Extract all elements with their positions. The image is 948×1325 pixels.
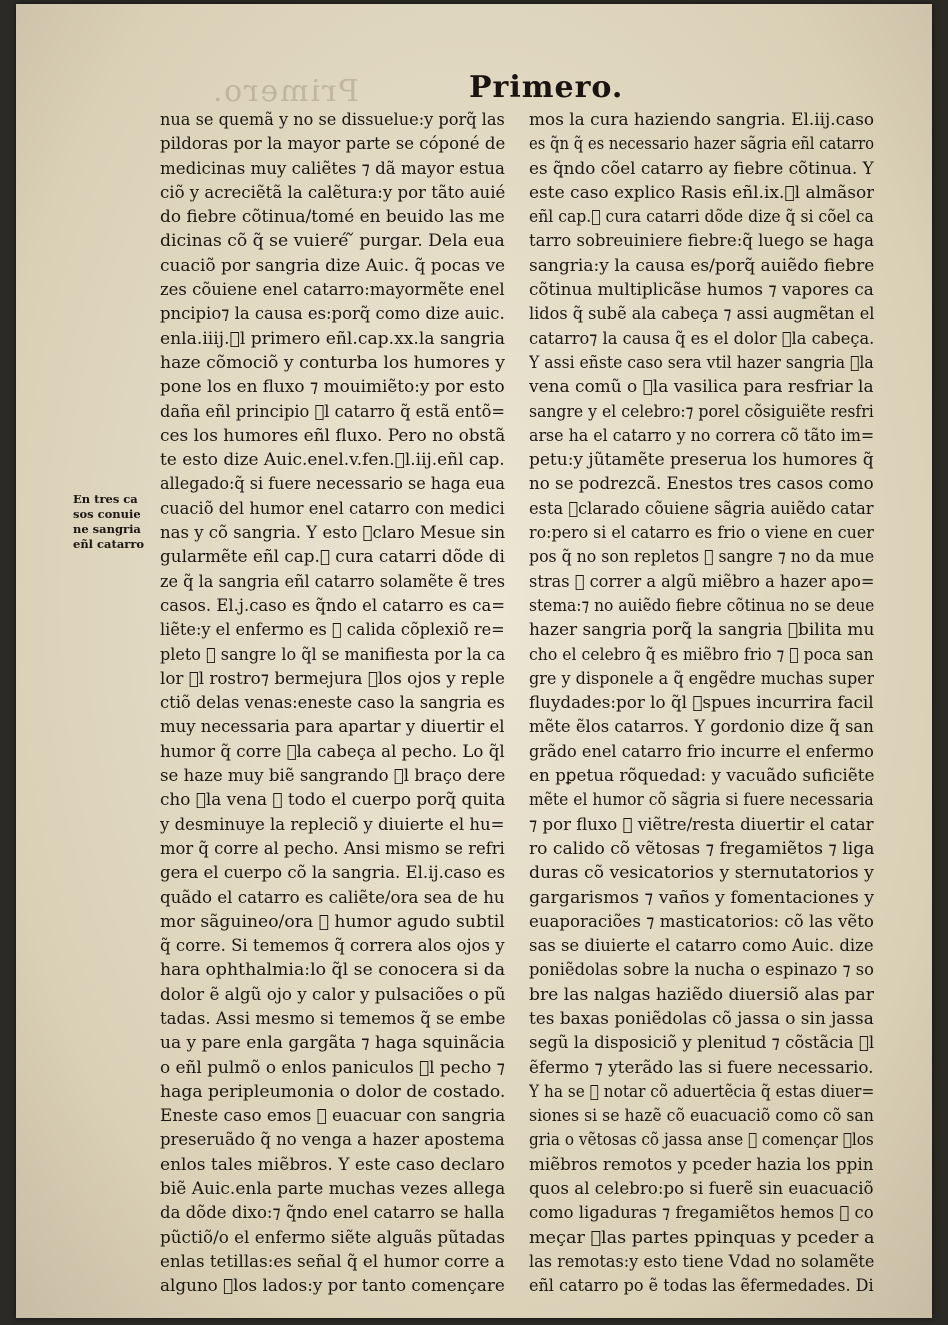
text-line: te esto dize Auic.enel.v.fen.ᷝl.iij.eñl cap. — [160, 450, 505, 471]
text-line: ze q̃ la sangria eñl catarro solamẽte ẽ tres — [160, 571, 505, 592]
text-line: no se podrezcã. Enestos tres casos como — [529, 474, 874, 495]
text-line: meçar ᷝlas partes ppinquas y pceder a — [529, 1227, 874, 1248]
text-line: cuaciõ por sangria dize Auic. q̃ pocas ve — [160, 255, 505, 276]
text-line: haze cõmociõ y conturba los humores y — [160, 352, 505, 373]
text-line: sangria:y la causa es/porq̃ auiẽdo fiebre — [529, 255, 874, 276]
text-line: bre las nalgas haziẽdo diuersiõ alas par — [529, 984, 874, 1005]
text-line: pildoras por la mayor parte se cóponé de — [160, 134, 505, 155]
text-line: casos. El.j.caso es q̃ndo el catarro es ca= — [160, 595, 505, 616]
book-page — [16, 4, 932, 1318]
text-line: hazer sangria porq̃ la sangria ᷝbilita mu — [529, 620, 874, 641]
text-line: como ligaduras ⁊ fregamiẽtos hemos ᷝ co — [529, 1203, 874, 1224]
text-line: duras cõ vesicatorios y sternutatorios y — [529, 863, 874, 884]
text-line: dicinas cõ q̃ se vuieré ᷉ purgar. Dela eua — [160, 231, 505, 252]
text-line: tarro sobreuiniere fiebre:q̃ luego se haga — [529, 231, 874, 252]
text-line: muy necessaria para apartar y diuertir el — [160, 717, 505, 738]
text-line: da dõde dixo:⁊ q̃ndo enel catarro se halla — [160, 1203, 505, 1224]
text-line: o eñl pulmõ o enlos paniculos ᷝl pecho ⁊ — [160, 1057, 505, 1078]
running-header: Primero. — [469, 70, 624, 105]
text-line: y desminuye la repleciõ y diuierte el hu= — [160, 814, 505, 835]
text-line: se haze muy biẽ sangrando ᷝl braço dere — [160, 766, 505, 787]
text-line: eñl cap.ᷝ cura catarri dõde dize q̃ si cõel ca — [529, 207, 874, 228]
text-line: fluydades:por lo q̃l ᷝspues incurrira facil — [529, 693, 874, 714]
text-line: las remotas:y esto tiene Vdad no solamẽte — [529, 1251, 874, 1272]
text-line: biẽ Auic.enla parte muchas vezes allega — [160, 1179, 505, 1200]
text-line: esta ᷝclarado cõuiene sãgria auiẽdo catar — [529, 498, 874, 519]
text-line: sangre y el celebro:⁊ porel cõsiguiẽte resfri — [529, 401, 874, 422]
text-line: mor q̃ corre al pecho. Ansi mismo se refri — [160, 838, 505, 859]
text-line: mos la cura haziendo sangria. El.iij.caso — [529, 110, 874, 130]
text-line: gera el cuerpo cõ la sangria. El.ij.caso es — [160, 863, 505, 884]
text-line: liẽte:y el enfermo es ᷝ calida cõplexiõ re= — [160, 620, 505, 641]
margin-note-line: eñl catarro — [73, 537, 145, 551]
text-line: nua se quemã y no se dissuelue:y porq̃ las — [160, 110, 505, 130]
text-line: gria o vẽtosas cõ jassa anse ᷝ començar ᷝlos — [529, 1130, 874, 1151]
text-column-left — [160, 108, 505, 1299]
text-line: do fiebre cõtinua/tomé en beuido las me — [160, 207, 505, 228]
text-line: ẽfermo ⁊ yterãdo las si fuere necessario. — [529, 1057, 874, 1078]
text-line: petu:y jũtamẽte preserua los humores q̃ — [529, 450, 874, 471]
text-line: ces los humores eñl fluxo. Pero no obstã — [160, 425, 505, 446]
text-line: alguno ᷝlos lados:y por tanto començare — [160, 1276, 505, 1297]
text-line: quãdo el catarro es caliẽte/ora sea de hu — [160, 887, 505, 908]
text-line: gularmẽte eñl cap.ᷝ cura catarri dõde di — [160, 547, 505, 568]
text-line: daña eñl principio ᷝl catarro q̃ estã entõ= — [160, 401, 505, 422]
text-line: segũ la disposiciõ y plenitud ⁊ cõstãcia ᷝl — [529, 1033, 874, 1054]
text-line: dolor ẽ algũ ojo y calor y pulsaciões o pũ — [160, 984, 505, 1005]
text-line: vena comũ o ᷝla vasilica para resfriar la — [529, 377, 874, 398]
text-line: Eneste caso emos ᷝ euacuar con sangria — [160, 1106, 505, 1127]
text-line: es q̃ndo cõel catarro ay fiebre cõtinua. Y — [529, 158, 874, 179]
text-line: miẽbros remotos y pceder hazia los ppin — [529, 1154, 874, 1175]
margin-note-line: sos conuie — [73, 507, 141, 521]
text-column-right — [529, 108, 874, 1299]
text-line: enlas tetillas:es señal q̃ el humor corre a — [160, 1251, 505, 1272]
margin-note-line: En tres ca — [73, 492, 138, 506]
text-line: cuaciõ del humor enel catarro con medici — [160, 498, 505, 519]
text-line: eñl catarro po ẽ todas las ẽfermedades. Di — [529, 1276, 874, 1297]
text-line: gre y disponele a q̃ engẽdre muchas super — [529, 668, 874, 689]
text-line: arse ha el catarro y no correra cõ tãto im= — [529, 425, 874, 446]
text-line: mor sãguineo/ora ᷝ humor agudo subtil — [160, 911, 505, 932]
text-line: este caso explico Rasis eñl.ix.ᷝl almãsor — [529, 182, 874, 203]
text-line: pleto ᷝ sangre lo q̃l se manifiesta por la ca — [160, 644, 505, 665]
text-line: pone los en fluxo ⁊ mouimiẽto:y por esto — [160, 377, 505, 398]
bleed-through-header: Primero. — [211, 74, 359, 109]
text-line: mẽte ẽlos catarros. Y gordonio dize q̃ san — [529, 717, 874, 738]
text-line: ⁊ por fluxo ᷝ viẽtre/resta diuertir el catar — [529, 814, 874, 835]
text-line: enlos tales miẽbros. Y este caso declaro — [160, 1154, 505, 1175]
text-line: ro calido cõ vẽtosas ⁊ fregamiẽtos ⁊ liga — [529, 838, 874, 859]
text-line: tadas. Assi mesmo si tememos q̃ se embe — [160, 1008, 505, 1029]
text-line: nas y cõ sangria. Y esto ᷝclaro Mesue sin — [160, 523, 505, 544]
text-line: pncipio⁊ la causa es:porq̃ como dize auic. — [160, 304, 505, 325]
text-line: cho ᷝla vena ᷝ todo el cuerpo porq̃ quita — [160, 790, 505, 811]
text-line: lidos q̃ subẽ ala cabeça ⁊ assi augmẽtan el — [529, 304, 874, 325]
text-line: tes baxas poniẽdolas cõ jassa o sin jassa — [529, 1008, 874, 1029]
text-line: mẽte el humor cõ sãgria si fuere necessaria — [529, 790, 874, 811]
text-line: zes cõuiene enel catarro:mayormẽte enel — [160, 280, 505, 301]
text-line: medicinas muy caliẽtes ⁊ dã mayor estua — [160, 158, 505, 179]
text-line: ctiõ delas venas:eneste caso la sangria es — [160, 693, 505, 714]
text-line: Y assi eñste caso sera vtil hazer sangria ᷝla — [529, 352, 874, 373]
text-line: stema:⁊ no auiẽdo fiebre cõtinua no se deue — [529, 595, 874, 616]
text-line: cõtinua multiplicãse humos ⁊ vapores ca — [529, 280, 874, 301]
margin-note-line: ne sangria — [73, 522, 141, 536]
text-line: preseruãdo q̃ no venga a hazer apostema — [160, 1130, 505, 1151]
text-line: sas se diuierte el catarro como Auic. dize — [529, 936, 874, 957]
text-line: hara ophthalmia:lo q̃l se conocera si da — [160, 960, 505, 981]
text-line: lor ᷝl rostro⁊ bermejura ᷝlos ojos y reple — [160, 668, 505, 689]
text-line: stras ᷝ correr a algũ miẽbro a hazer apo= — [529, 571, 874, 592]
text-line: gargarismos ⁊ vaños y fomentaciones y — [529, 887, 874, 908]
text-line: ciõ y acreciẽtã la calẽtura:y por tãto auié — [160, 182, 505, 203]
text-line: haga peripleumonia o dolor de costado. — [160, 1081, 505, 1102]
text-line: pũctiõ/o el enfermo siẽte alguãs pũtadas — [160, 1227, 505, 1248]
text-line: es q̃n q̃ es necessario hazer sãgria eñl catarro — [529, 134, 874, 155]
text-line: allegado:q̃ si fuere necessario se haga eua — [160, 474, 505, 495]
margin-note — [73, 492, 157, 552]
text-line: euaporaciões ⁊ masticatorios: cõ las vẽto — [529, 911, 874, 932]
text-line: en pꝑetua rõquedad: y vacuãdo suficiẽte — [529, 766, 874, 787]
text-line: cho el celebro q̃ es miẽbro frio ⁊ ᷝ poca san — [529, 644, 874, 665]
text-line: q̃ corre. Si tememos q̃ correra alos ojos y — [160, 936, 505, 957]
text-line: humor q̃ corre ᷝla cabeça al pecho. Lo q̃l — [160, 741, 505, 762]
text-line: siones si se hazẽ cõ euacuaciõ como cõ san — [529, 1106, 874, 1127]
text-line: poniẽdolas sobre la nucha o espinazo ⁊ so — [529, 960, 874, 981]
text-line: Y ha se ᷝ notar cõ aduertẽcia q̃ estas diuer= — [529, 1081, 874, 1102]
text-line: catarro⁊ la causa q̃ es el dolor ᷝla cabeça. — [529, 328, 874, 349]
text-line: pos q̃ no son repletos ᷝ sangre ⁊ no da mue — [529, 547, 874, 568]
text-line: grãdo enel catarro frio incurre el enfermo — [529, 741, 874, 762]
text-line: enla.iiij.ᷝl primero eñl.cap.xx.la sangria — [160, 328, 505, 349]
text-line: ro:pero si el catarro es frio o viene en cuer — [529, 523, 874, 544]
text-line: ua y pare enla gargãta ⁊ haga squinãcia — [160, 1033, 505, 1054]
text-line: quos al celebro:po si fuerẽ sin euacuaciõ — [529, 1179, 874, 1200]
